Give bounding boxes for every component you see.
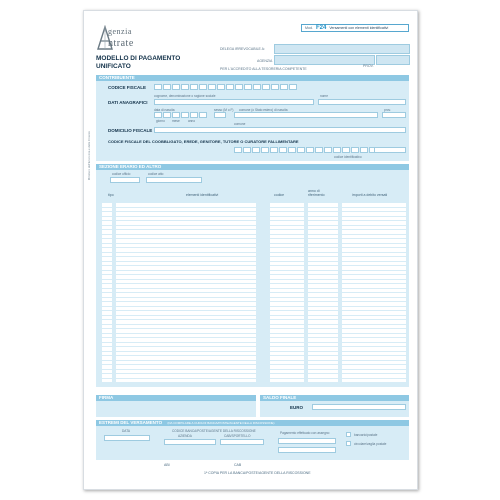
erario-grid-cell[interactable]: [102, 343, 112, 347]
erario-grid-cell[interactable]: [270, 352, 304, 356]
bancario-checkbox[interactable]: [346, 432, 351, 437]
erario-grid-cell[interactable]: [308, 217, 338, 221]
domicilio-input[interactable]: [154, 127, 406, 133]
erario-grid-cell[interactable]: [270, 230, 304, 234]
erario-grid-cell[interactable]: [116, 284, 256, 288]
erario-grid-cell[interactable]: [342, 289, 406, 293]
prov-nascita-input[interactable]: [382, 112, 406, 118]
col-importi-header: importi a debito versati: [352, 193, 388, 197]
erario-grid-cell[interactable]: [308, 311, 338, 315]
erario-grid-cell[interactable]: [342, 266, 406, 270]
col-elementi-header: elementi identificativi: [186, 193, 219, 197]
erario-grid-cell[interactable]: [102, 262, 112, 266]
erario-grid-cell[interactable]: [308, 230, 338, 234]
erario-grid-cell[interactable]: [308, 262, 338, 266]
erario-grid-cell[interactable]: [116, 275, 256, 279]
erario-grid-cell[interactable]: [308, 293, 338, 297]
erario-grid-cell[interactable]: [270, 302, 304, 306]
erario-grid-cell[interactable]: [102, 352, 112, 356]
erario-grid-cell[interactable]: [270, 266, 304, 270]
erario-grid-cell[interactable]: [308, 248, 338, 252]
sesso-input[interactable]: [214, 112, 226, 118]
erario-grid-cell[interactable]: [342, 316, 406, 320]
erario-grid-cell[interactable]: [102, 226, 112, 230]
erario-grid-cell[interactable]: [308, 361, 338, 365]
erario-grid-cell[interactable]: [116, 311, 256, 315]
erario-grid-cell[interactable]: [342, 361, 406, 365]
cab-sportello-label: CAB/SPORTELLO: [224, 434, 251, 438]
erario-grid-cell[interactable]: [116, 347, 256, 351]
erario-grid-cell[interactable]: [116, 239, 256, 243]
erario-grid-cell[interactable]: [102, 347, 112, 351]
side-legal-text: Ministero dell'Economia e delle Finanze: [87, 131, 91, 181]
erario-grid-cell[interactable]: [116, 289, 256, 293]
erario-grid-cell[interactable]: [270, 338, 304, 342]
erario-grid-cell[interactable]: [270, 262, 304, 266]
erario-grid-cell[interactable]: [102, 365, 112, 369]
erario-band: SEZIONE ERARIO ED ALTRO: [96, 164, 409, 170]
erario-grid-cell[interactable]: [116, 379, 256, 383]
erario-grid-cell[interactable]: [116, 235, 256, 239]
erario-grid-cell[interactable]: [270, 217, 304, 221]
erario-grid-cell[interactable]: [102, 320, 112, 324]
erario-grid-cell[interactable]: [342, 311, 406, 315]
circolare-label: circolare/vaglia postale: [354, 442, 387, 446]
erario-grid-cell[interactable]: [116, 374, 256, 378]
bancario-label: bancario/postale: [354, 433, 378, 437]
dati-anagrafici-label: DATI ANAGRAFICI: [108, 100, 148, 105]
erario-grid-cell[interactable]: [270, 316, 304, 320]
azienda-input[interactable]: [164, 439, 216, 445]
mese-label: mese: [172, 119, 180, 123]
erario-grid-cell[interactable]: [308, 298, 338, 302]
contribuente-band: CONTRIBUENTE: [96, 75, 409, 81]
assegno-n-input[interactable]: [278, 447, 336, 453]
erario-grid-cell[interactable]: [116, 370, 256, 374]
prov-small-label: prov.: [384, 108, 391, 112]
erario-grid-cell[interactable]: [116, 262, 256, 266]
coobbligato-label: CODICE FISCALE DEL COOBBLIGATO, EREDE, GENITORE, TUTORE O CURATORE FALLIMENTARE: [108, 139, 299, 144]
erario-grid-cell[interactable]: [342, 284, 406, 288]
erario-grid-cell[interactable]: [102, 289, 112, 293]
codice-atto-label: codice atto: [148, 172, 164, 176]
erario-grid-cell[interactable]: [116, 293, 256, 297]
erario-grid-cell[interactable]: [342, 302, 406, 306]
erario-grid-cell[interactable]: [116, 334, 256, 338]
erario-grid-cell[interactable]: [116, 352, 256, 356]
agenzia-label: AGENZIA: [257, 59, 273, 63]
erario-grid-cell[interactable]: [116, 221, 256, 225]
codice-ufficio-label: codice ufficio: [112, 172, 131, 176]
erario-grid-cell[interactable]: [308, 253, 338, 257]
erario-grid-cell[interactable]: [102, 293, 112, 297]
logo-line-2: ntrate: [108, 38, 134, 49]
erario-grid-cell[interactable]: [308, 212, 338, 216]
saldo-band: SALDO FINALE: [260, 395, 409, 401]
comune-nascita-label: comune (o Stato estero) di nascita: [239, 108, 288, 112]
erario-grid-cell[interactable]: [342, 379, 406, 383]
erario-grid-cell[interactable]: [342, 370, 406, 374]
erario-grid-cell[interactable]: [116, 338, 256, 342]
erario-grid-cell[interactable]: [308, 329, 338, 333]
erario-grid-cell[interactable]: [270, 239, 304, 243]
erario-grid-cell[interactable]: [342, 338, 406, 342]
erario-grid-cell[interactable]: [342, 374, 406, 378]
prov-label: PROV.: [363, 64, 374, 68]
erario-grid-cell[interactable]: [270, 370, 304, 374]
erario-grid-cell[interactable]: [342, 329, 406, 333]
erario-grid-cell[interactable]: [116, 266, 256, 270]
erario-grid-cell[interactable]: [270, 334, 304, 338]
erario-grid-cell[interactable]: [342, 235, 406, 239]
erario-grid-cell[interactable]: [270, 208, 304, 212]
erario-grid-cell[interactable]: [270, 356, 304, 360]
erario-grid-cell[interactable]: [342, 365, 406, 369]
cab-input[interactable]: [220, 439, 264, 445]
accredito-label: PER L'ACCREDITO ALLA TESORERIA COMPETENTE: [220, 67, 307, 71]
erario-grid-cell[interactable]: [270, 361, 304, 365]
erario-grid-cell[interactable]: [342, 230, 406, 234]
f24-form-sheet: [83, 10, 418, 490]
erario-grid-cell[interactable]: [342, 257, 406, 261]
tag-f24-label: F24: [316, 25, 327, 31]
domicilio-label: DOMICILIO FISCALE: [108, 128, 153, 133]
erario-grid-row[interactable]: [96, 379, 409, 384]
erario-grid-cell[interactable]: [308, 356, 338, 360]
erario-grid-cell[interactable]: [102, 356, 112, 360]
assegno-input[interactable]: [278, 438, 336, 444]
tag-desc-label: Versamenti con elementi identificativi: [329, 26, 389, 30]
erario-grid-cell[interactable]: [102, 316, 112, 320]
agenzia-entrate-logo: [96, 25, 156, 59]
col-anno-header: anno di riferimento: [308, 189, 325, 197]
erario-grid-cell[interactable]: [102, 275, 112, 279]
erario-grid-cell[interactable]: [102, 334, 112, 338]
delega-input[interactable]: [274, 44, 410, 54]
erario-grid: [96, 187, 409, 387]
erario-grid-cell[interactable]: [116, 365, 256, 369]
erario-grid-cell[interactable]: [270, 284, 304, 288]
erario-grid-cell[interactable]: [102, 307, 112, 311]
erario-grid-cell[interactable]: [308, 343, 338, 347]
erario-grid-cell[interactable]: [270, 374, 304, 378]
erario-grid-cell[interactable]: [342, 221, 406, 225]
nome-label: nome: [320, 94, 328, 98]
agenzia-input[interactable]: [274, 55, 375, 65]
erario-grid-cell[interactable]: [102, 244, 112, 248]
erario-grid-cell[interactable]: [270, 235, 304, 239]
codice-fiscale-cells[interactable]: [154, 84, 297, 90]
giorno-label: giorno: [156, 119, 165, 123]
erario-grid-cell[interactable]: [270, 257, 304, 261]
erario-grid-cell[interactable]: [308, 244, 338, 248]
erario-grid-cell[interactable]: [308, 365, 338, 369]
erario-grid-cell[interactable]: [342, 325, 406, 329]
cognome-input[interactable]: [154, 99, 314, 105]
comune-nascita-input[interactable]: [234, 112, 378, 118]
erario-grid-cell[interactable]: [116, 320, 256, 324]
erario-grid-cell[interactable]: [116, 302, 256, 306]
erario-grid-cell[interactable]: [116, 329, 256, 333]
erario-grid-cell[interactable]: [342, 343, 406, 347]
erario-grid-cell[interactable]: [102, 374, 112, 378]
nome-input[interactable]: [318, 99, 406, 105]
erario-grid-cell[interactable]: [308, 239, 338, 243]
erario-grid-cell[interactable]: [308, 302, 338, 306]
erario-grid-cell[interactable]: [102, 208, 112, 212]
data-label: DATA: [122, 429, 131, 433]
erario-grid-cell[interactable]: [102, 203, 112, 207]
erario-grid-cell[interactable]: [308, 221, 338, 225]
erario-grid-cell[interactable]: [308, 289, 338, 293]
tag-mod-label: Mod.: [305, 26, 313, 30]
erario-grid-cell[interactable]: [308, 226, 338, 230]
erario-grid-cell[interactable]: [270, 212, 304, 216]
erario-grid-cell[interactable]: [116, 271, 256, 275]
codice-ufficio-input[interactable]: [110, 177, 140, 183]
erario-grid-cell[interactable]: [308, 352, 338, 356]
erario-grid-cell[interactable]: [342, 334, 406, 338]
erario-grid-cell[interactable]: [270, 325, 304, 329]
codice-identificativo-input[interactable]: [374, 147, 406, 153]
erario-grid-cell[interactable]: [270, 221, 304, 225]
erario-grid-cell[interactable]: [116, 307, 256, 311]
erario-grid-cell[interactable]: [308, 379, 338, 383]
erario-grid-cell[interactable]: [342, 262, 406, 266]
erario-grid-cell[interactable]: [116, 356, 256, 360]
erario-grid-cell[interactable]: [342, 275, 406, 279]
erario-grid-cell[interactable]: [116, 203, 256, 207]
erario-grid-cell[interactable]: [342, 212, 406, 216]
erario-grid-cell[interactable]: [342, 217, 406, 221]
erario-grid-cell[interactable]: [270, 293, 304, 297]
erario-grid-cell[interactable]: [116, 217, 256, 221]
erario-grid-cell[interactable]: [116, 325, 256, 329]
erario-grid-cell[interactable]: [342, 253, 406, 257]
erario-grid-cell[interactable]: [342, 208, 406, 212]
firma-panel[interactable]: [96, 401, 256, 417]
codice-atto-input[interactable]: [146, 177, 202, 183]
erario-grid-cell[interactable]: [102, 329, 112, 333]
prov-input[interactable]: [376, 55, 410, 65]
erario-grid-cell[interactable]: [308, 235, 338, 239]
sesso-label: sesso (M o F): [214, 108, 234, 112]
erario-grid-cell[interactable]: [342, 244, 406, 248]
erario-grid-cell[interactable]: [116, 280, 256, 284]
erario-grid-cell[interactable]: [116, 230, 256, 234]
saldo-input[interactable]: [312, 404, 406, 410]
erario-grid-cell[interactable]: [102, 284, 112, 288]
erario-grid-cell[interactable]: [102, 325, 112, 329]
erario-header-panel: [96, 170, 409, 188]
erario-grid-cell[interactable]: [102, 235, 112, 239]
erario-grid-cell[interactable]: [308, 203, 338, 207]
form-title: MODELLO DI PAGAMENTO UNIFICATO: [96, 55, 181, 70]
erario-grid-cell[interactable]: [116, 361, 256, 365]
erario-grid-cell[interactable]: [308, 257, 338, 261]
erario-grid-cell[interactable]: [308, 316, 338, 320]
erario-grid-cell[interactable]: [270, 289, 304, 293]
codice-banca-label: CODICE BANCA/POSTE/AGENTE DELLA RISCOSSIONE: [172, 429, 256, 433]
codice-identificativo-label: codice identificativo: [334, 155, 362, 159]
erario-grid-cell[interactable]: [342, 298, 406, 302]
erario-grid-cell[interactable]: [116, 257, 256, 261]
logo-line-1: genzia: [108, 27, 132, 36]
erario-grid-cell[interactable]: [270, 379, 304, 383]
copia-label: 1ª COPIA PER LA BANCA/POSTE/AGENTE DELLA RISCOSSIONE: [204, 471, 311, 475]
erario-grid-cell[interactable]: [102, 311, 112, 315]
erario-grid-cell[interactable]: [102, 370, 112, 374]
erario-grid-cell[interactable]: [102, 217, 112, 221]
data-input[interactable]: [104, 435, 150, 441]
erario-grid-cell[interactable]: [270, 298, 304, 302]
estremi-label: ESTREMI DEL VERSAMENTO: [99, 420, 163, 425]
erario-grid-cell[interactable]: [116, 253, 256, 257]
erario-grid-cell[interactable]: [102, 230, 112, 234]
erario-grid-cell[interactable]: [102, 271, 112, 275]
erario-grid-cell[interactable]: [102, 298, 112, 302]
erario-grid-cell[interactable]: [342, 280, 406, 284]
azienda-label: AZIENDA: [178, 434, 192, 438]
col-codice-header: codice: [274, 193, 285, 197]
erario-grid-cell[interactable]: [270, 226, 304, 230]
erario-grid-cell[interactable]: [342, 226, 406, 230]
data-nascita-cells[interactable]: [154, 112, 207, 118]
erario-grid-cell[interactable]: [270, 271, 304, 275]
erario-grid-cell[interactable]: [342, 203, 406, 207]
erario-grid-cell[interactable]: [342, 293, 406, 297]
erario-grid-cell[interactable]: [116, 244, 256, 248]
erario-grid-cell[interactable]: [270, 248, 304, 252]
col-tipo-header: tipo: [108, 193, 114, 197]
pagamento-label: Pagamento effettuato con assegno: [280, 431, 330, 435]
codice-fiscale-label: CODICE FISCALE: [108, 85, 147, 90]
erario-grid-cell[interactable]: [116, 248, 256, 252]
erario-grid-cell[interactable]: [102, 280, 112, 284]
erario-grid-cell[interactable]: [270, 280, 304, 284]
erario-grid-cell[interactable]: [102, 239, 112, 243]
erario-grid-cell[interactable]: [116, 226, 256, 230]
domicilio-sub-label: comune: [234, 122, 246, 126]
erario-grid-cell[interactable]: [102, 379, 112, 383]
cognome-label: cognome, denominazione o ragione sociale: [154, 94, 216, 98]
erario-grid-cell[interactable]: [116, 208, 256, 212]
erario-grid-cell[interactable]: [270, 329, 304, 333]
erario-grid-cell[interactable]: [308, 370, 338, 374]
erario-grid-cell[interactable]: [270, 343, 304, 347]
erario-grid-cell[interactable]: [308, 374, 338, 378]
erario-grid-cell[interactable]: [342, 307, 406, 311]
erario-grid-cell[interactable]: [102, 253, 112, 257]
form-model-tag: [301, 24, 409, 32]
circolare-checkbox[interactable]: [346, 441, 351, 446]
erario-grid-cell[interactable]: [270, 320, 304, 324]
erario-grid-cell[interactable]: [102, 221, 112, 225]
erario-grid-cell[interactable]: [270, 347, 304, 351]
erario-grid-cell[interactable]: [102, 248, 112, 252]
euro-label: EURO: [290, 405, 304, 410]
anno-label: anno: [188, 119, 196, 123]
erario-grid-cell[interactable]: [102, 361, 112, 365]
erario-grid-cell[interactable]: [308, 284, 338, 288]
erario-grid-cell[interactable]: [102, 338, 112, 342]
erario-grid-cell[interactable]: [270, 253, 304, 257]
erario-grid-cell[interactable]: [270, 311, 304, 315]
erario-grid-cell[interactable]: [342, 248, 406, 252]
erario-grid-cell[interactable]: [308, 208, 338, 212]
erario-grid-cell[interactable]: [308, 280, 338, 284]
erario-grid-cell[interactable]: [342, 347, 406, 351]
erario-grid-cell[interactable]: [308, 338, 338, 342]
erario-grid-cell[interactable]: [116, 298, 256, 302]
erario-grid-cell[interactable]: [270, 365, 304, 369]
erario-grid-cell[interactable]: [270, 275, 304, 279]
erario-grid-cell[interactable]: [342, 320, 406, 324]
erario-grid-cell[interactable]: [270, 307, 304, 311]
estremi-sub-label: (DA COMPILARE A CURA DI BANCA/POSTE/AGENTE DELLA RISCOSSIONE): [167, 421, 275, 425]
erario-grid-cell[interactable]: [102, 266, 112, 270]
cab-label: CAB: [234, 463, 242, 467]
erario-grid-cell[interactable]: [342, 239, 406, 243]
erario-grid-cell[interactable]: [308, 275, 338, 279]
erario-grid-cell[interactable]: [102, 257, 112, 261]
coobbligato-cells[interactable]: [234, 147, 377, 153]
firma-band: FIRMA: [96, 395, 256, 401]
erario-grid-cell[interactable]: [116, 212, 256, 216]
erario-grid-cell[interactable]: [308, 325, 338, 329]
erario-grid-cell[interactable]: [308, 271, 338, 275]
erario-grid-cell[interactable]: [308, 320, 338, 324]
erario-grid-cell[interactable]: [116, 343, 256, 347]
delega-label: DELEGA IRREVOCABILE A:: [220, 47, 265, 51]
erario-grid-cell[interactable]: [308, 266, 338, 270]
erario-grid-cell[interactable]: [342, 352, 406, 356]
erario-grid-cell[interactable]: [342, 356, 406, 360]
erario-grid-cell[interactable]: [270, 203, 304, 207]
erario-grid-cell[interactable]: [342, 271, 406, 275]
erario-grid-cell[interactable]: [270, 244, 304, 248]
erario-grid-cell[interactable]: [308, 347, 338, 351]
erario-grid-cell[interactable]: [102, 302, 112, 306]
erario-grid-cell[interactable]: [116, 316, 256, 320]
erario-grid-cell[interactable]: [308, 334, 338, 338]
abi-label: ABI: [164, 463, 170, 467]
data-nascita-label: data di nascita: [154, 108, 175, 112]
erario-grid-cell[interactable]: [102, 212, 112, 216]
erario-grid-cell[interactable]: [308, 307, 338, 311]
